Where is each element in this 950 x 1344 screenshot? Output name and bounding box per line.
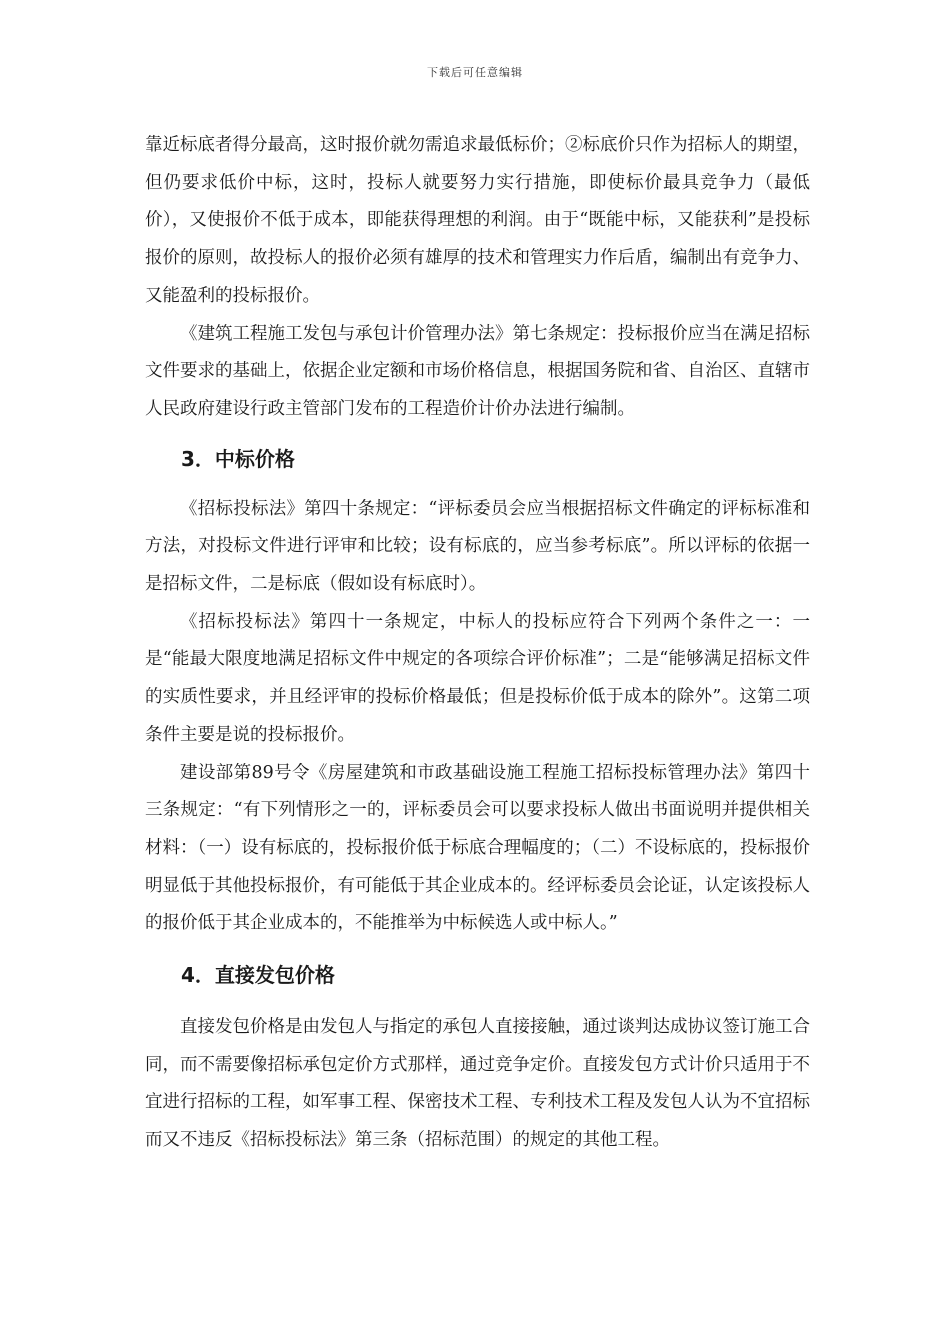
paragraph-order-89: 建设部第89号令《房屋建筑和市政基础设施工程施工招标投标管理办法》第四十三条规定：“有下列情形之一的，评标委员会可以要求投标人做出书面说明并提供相关材料：（一）设有标底的，投标报价低于标底合理幅度的；（二）不设标底的，投标报价明显低于其他投标报价，有可能低于其企业成本的。经评标委员会论证，认定该投标人的报价低于其企业成本的，不能推举为中标候选人或中标人。”: [145, 762, 810, 934]
paragraph-continuation: 靠近标底者得分最高，这时报价就勿需追求最低标价；②标底价只作为招标人的期望，但仍要求低价中标，这时，投标人就要努力实行措施，即使标价最具竞争力（最低价），又使报价不低于成本，即能获得理想的利润。由于“既能中标，又能获利”是投标报价的原则，故投标人的报价必须有雄厚的技术和管理实力作后盾，编制出有竞争力、又能盈利的投标报价。: [145, 135, 810, 306]
page-header-note: 下载后可任意编辑: [427, 66, 523, 79]
paragraph-article-41: 《招标投标法》第四十一条规定，中标人的投标应符合下列两个条件之一：一是“能最大限度地满足招标文件中规定的各项综合评价标准”；二是“能够满足招标文件的实质性要求，并且经评审的投标价格最低；但是投标价低于成本的除外”。这第二项条件主要是说的投标报价。: [145, 611, 810, 745]
paragraph-article-40: 《招标投标法》第四十条规定：“评标委员会应当根据招标文件确定的评标标准和方法，对投标文件进行评审和比较；设有标底的，应当参考标底”。所以评标的依据一是招标文件，二是标底（假如设有标底时）。: [145, 498, 810, 595]
document-body: [145, 127, 810, 1160]
section-heading-direct-contract-price: 4．直接发包价格: [181, 963, 335, 988]
paragraph-direct-contract: 直接发包价格是由发包人与指定的承包人直接接触，通过谈判达成协议签订施工合同，而不需要像招标承包定价方式那样，通过竞争定价。直接发包方式计价只适用于不宜进行招标的工程，如军事工程、保密技术工程、专利技术工程及发包人认为不宜招标而又不违反《招标投标法》第三条（招标范围）的规定的其他工程。: [145, 1017, 810, 1151]
section-heading-winning-price: 3．中标价格: [181, 446, 295, 471]
paragraph-pricing-regulation: 《建筑工程施工发包与承包计价管理办法》第七条规定：投标报价应当在满足招标文件要求的基础上，依据企业定额和市场价格信息，根据国务院和省、自治区、直辖市人民政府建设行政主管部门发布的工程造价计价办法进行编制。: [145, 323, 810, 419]
